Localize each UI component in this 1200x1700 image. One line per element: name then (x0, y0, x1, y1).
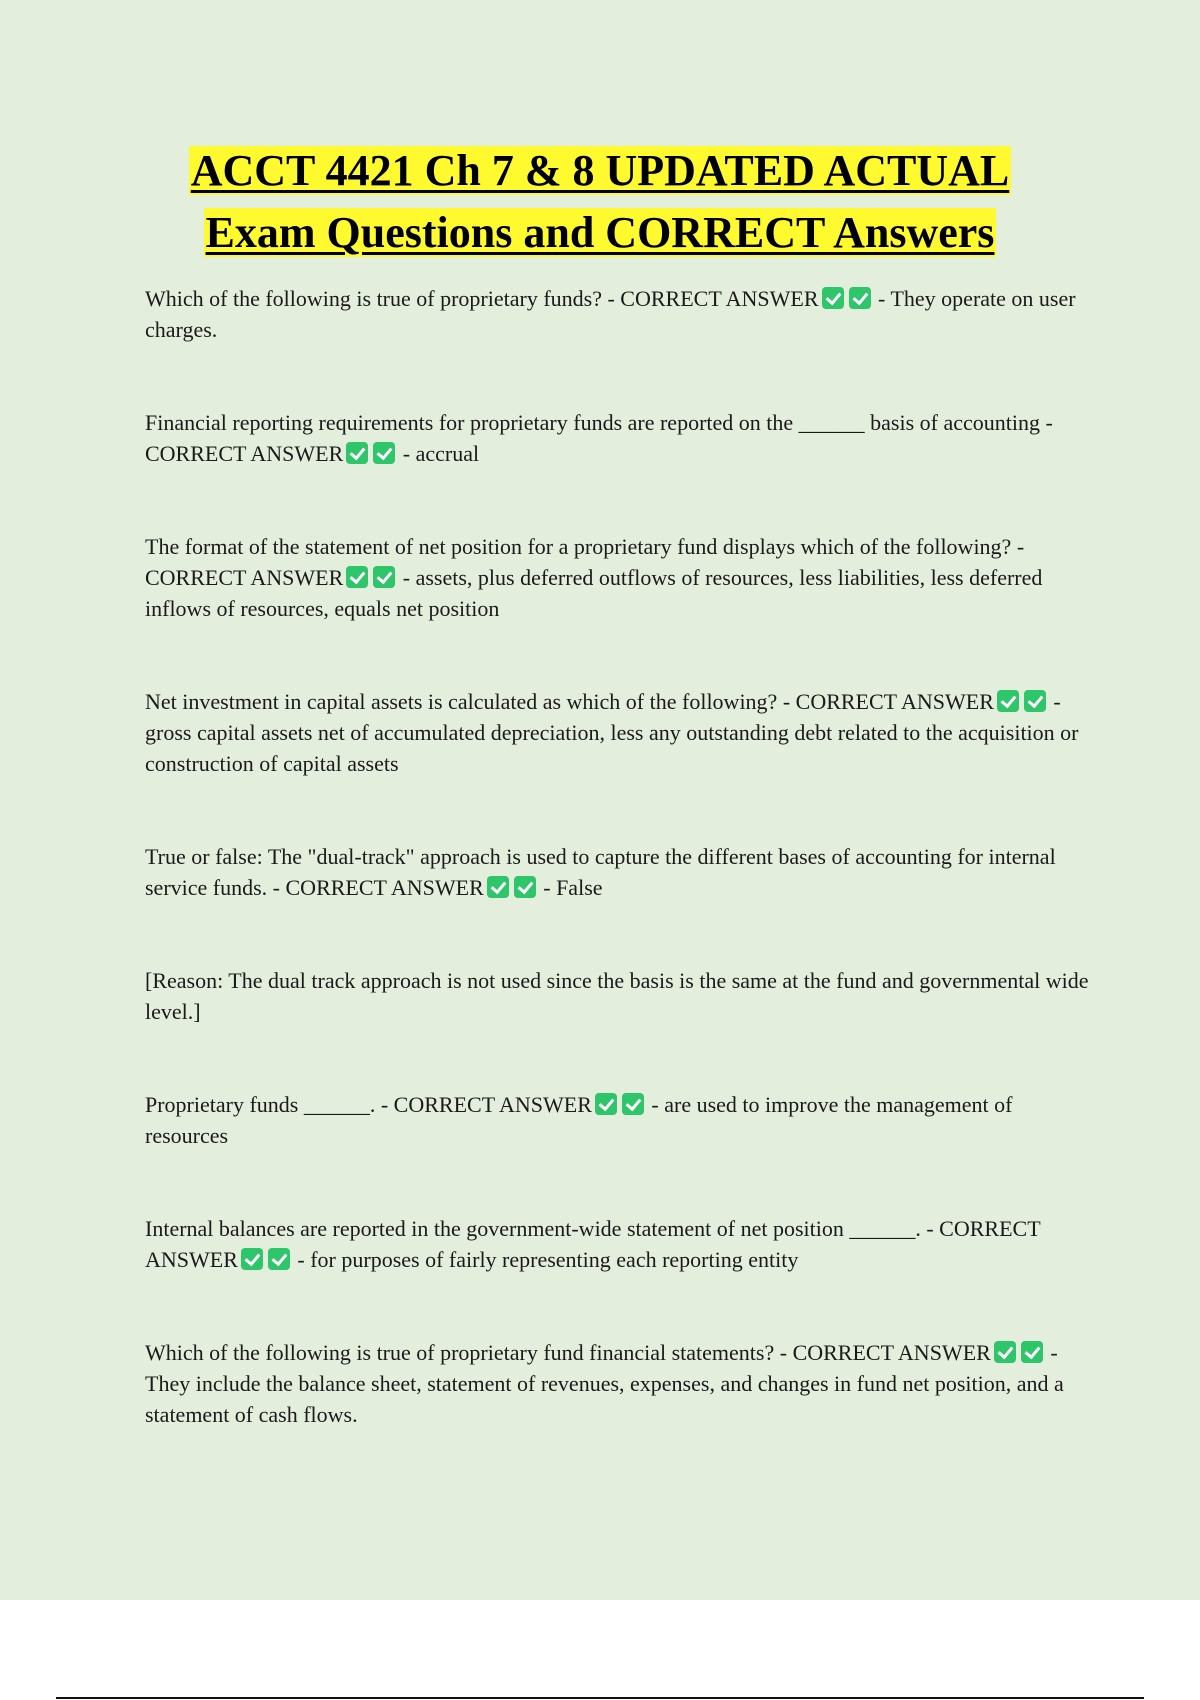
reason-text: [Reason: The dual track approach is not used since the basis is the same at the fund and governmental wide level.] (145, 968, 1089, 1024)
answer-text: - They operate on user charges. (145, 286, 1076, 342)
check-mark-icon (241, 1248, 263, 1270)
check-mark-icon (622, 1093, 644, 1115)
title-line-1: ACCT 4421 Ch 7 & 8 UPDATED ACTUAL (190, 146, 1010, 195)
check-mark-icon (487, 876, 509, 898)
question-text: Net investment in capital assets is calculated as which of the following? - CORRECT ANSWER (145, 689, 994, 714)
qa-list (145, 283, 1090, 1430)
qa-item (145, 1337, 1090, 1430)
question-text: True or false: The "dual-track" approach is used to capture the different bases of accounting for internal service funds. - CORRECT ANSWER (145, 844, 1056, 900)
check-mark-icon (346, 566, 368, 588)
qa-item (145, 1213, 1090, 1275)
answer-text: - False (543, 875, 603, 900)
answer-text: - gross capital assets net of accumulated depreciation, less any outstanding debt related to the acquisition or construction of capital assets (145, 689, 1079, 776)
check-mark-icon (849, 287, 871, 309)
question-text: The format of the statement of net position for a proprietary fund displays which of the following? - CORRECT ANSWER (145, 534, 1025, 590)
qa-item (145, 283, 1090, 345)
check-mark-icon (997, 690, 1019, 712)
check-mark-icon (373, 442, 395, 464)
qa-item (145, 407, 1090, 469)
check-mark-icon (1024, 690, 1046, 712)
question-text: Proprietary funds ______. - CORRECT ANSWER (145, 1092, 592, 1117)
document-title (0, 140, 1200, 264)
question-text: Which of the following is true of proprietary funds? - CORRECT ANSWER (145, 286, 819, 311)
answer-text: - are used to improve the management of resources (145, 1092, 1013, 1148)
answer-text: - for purposes of fairly representing each reporting entity (297, 1247, 799, 1272)
question-text: Which of the following is true of proprietary fund financial statements? - CORRECT ANSWER (145, 1340, 991, 1365)
answer-text: - They include the balance sheet, statement of revenues, expenses, and changes in fund net position, and a statement of cash flows. (145, 1340, 1064, 1427)
reason-note (145, 965, 1090, 1027)
title-line-2: Exam Questions and CORRECT Answers (205, 208, 995, 257)
footer-divider (56, 1697, 1144, 1699)
check-mark-icon (346, 442, 368, 464)
question-text: Internal balances are reported in the government-wide statement of net position ______. - CORRECT ANSWER (145, 1216, 1041, 1272)
answer-text: - assets, plus deferred outflows of resources, less liabilities, less deferred inflows of resources, equals net position (145, 565, 1043, 621)
qa-item (145, 1089, 1090, 1151)
check-mark-icon (373, 566, 395, 588)
check-mark-icon (514, 876, 536, 898)
question-text: Financial reporting requirements for proprietary funds are reported on the ______ basis of accounting - CORRECT ANSWER (145, 410, 1053, 466)
qa-item (145, 841, 1090, 903)
qa-item (145, 686, 1090, 779)
answer-text: - accrual (402, 441, 480, 466)
check-mark-icon (268, 1248, 290, 1270)
check-mark-icon (994, 1341, 1016, 1363)
check-mark-icon (1021, 1341, 1043, 1363)
check-mark-icon (822, 287, 844, 309)
check-mark-icon (595, 1093, 617, 1115)
qa-item (145, 531, 1090, 624)
